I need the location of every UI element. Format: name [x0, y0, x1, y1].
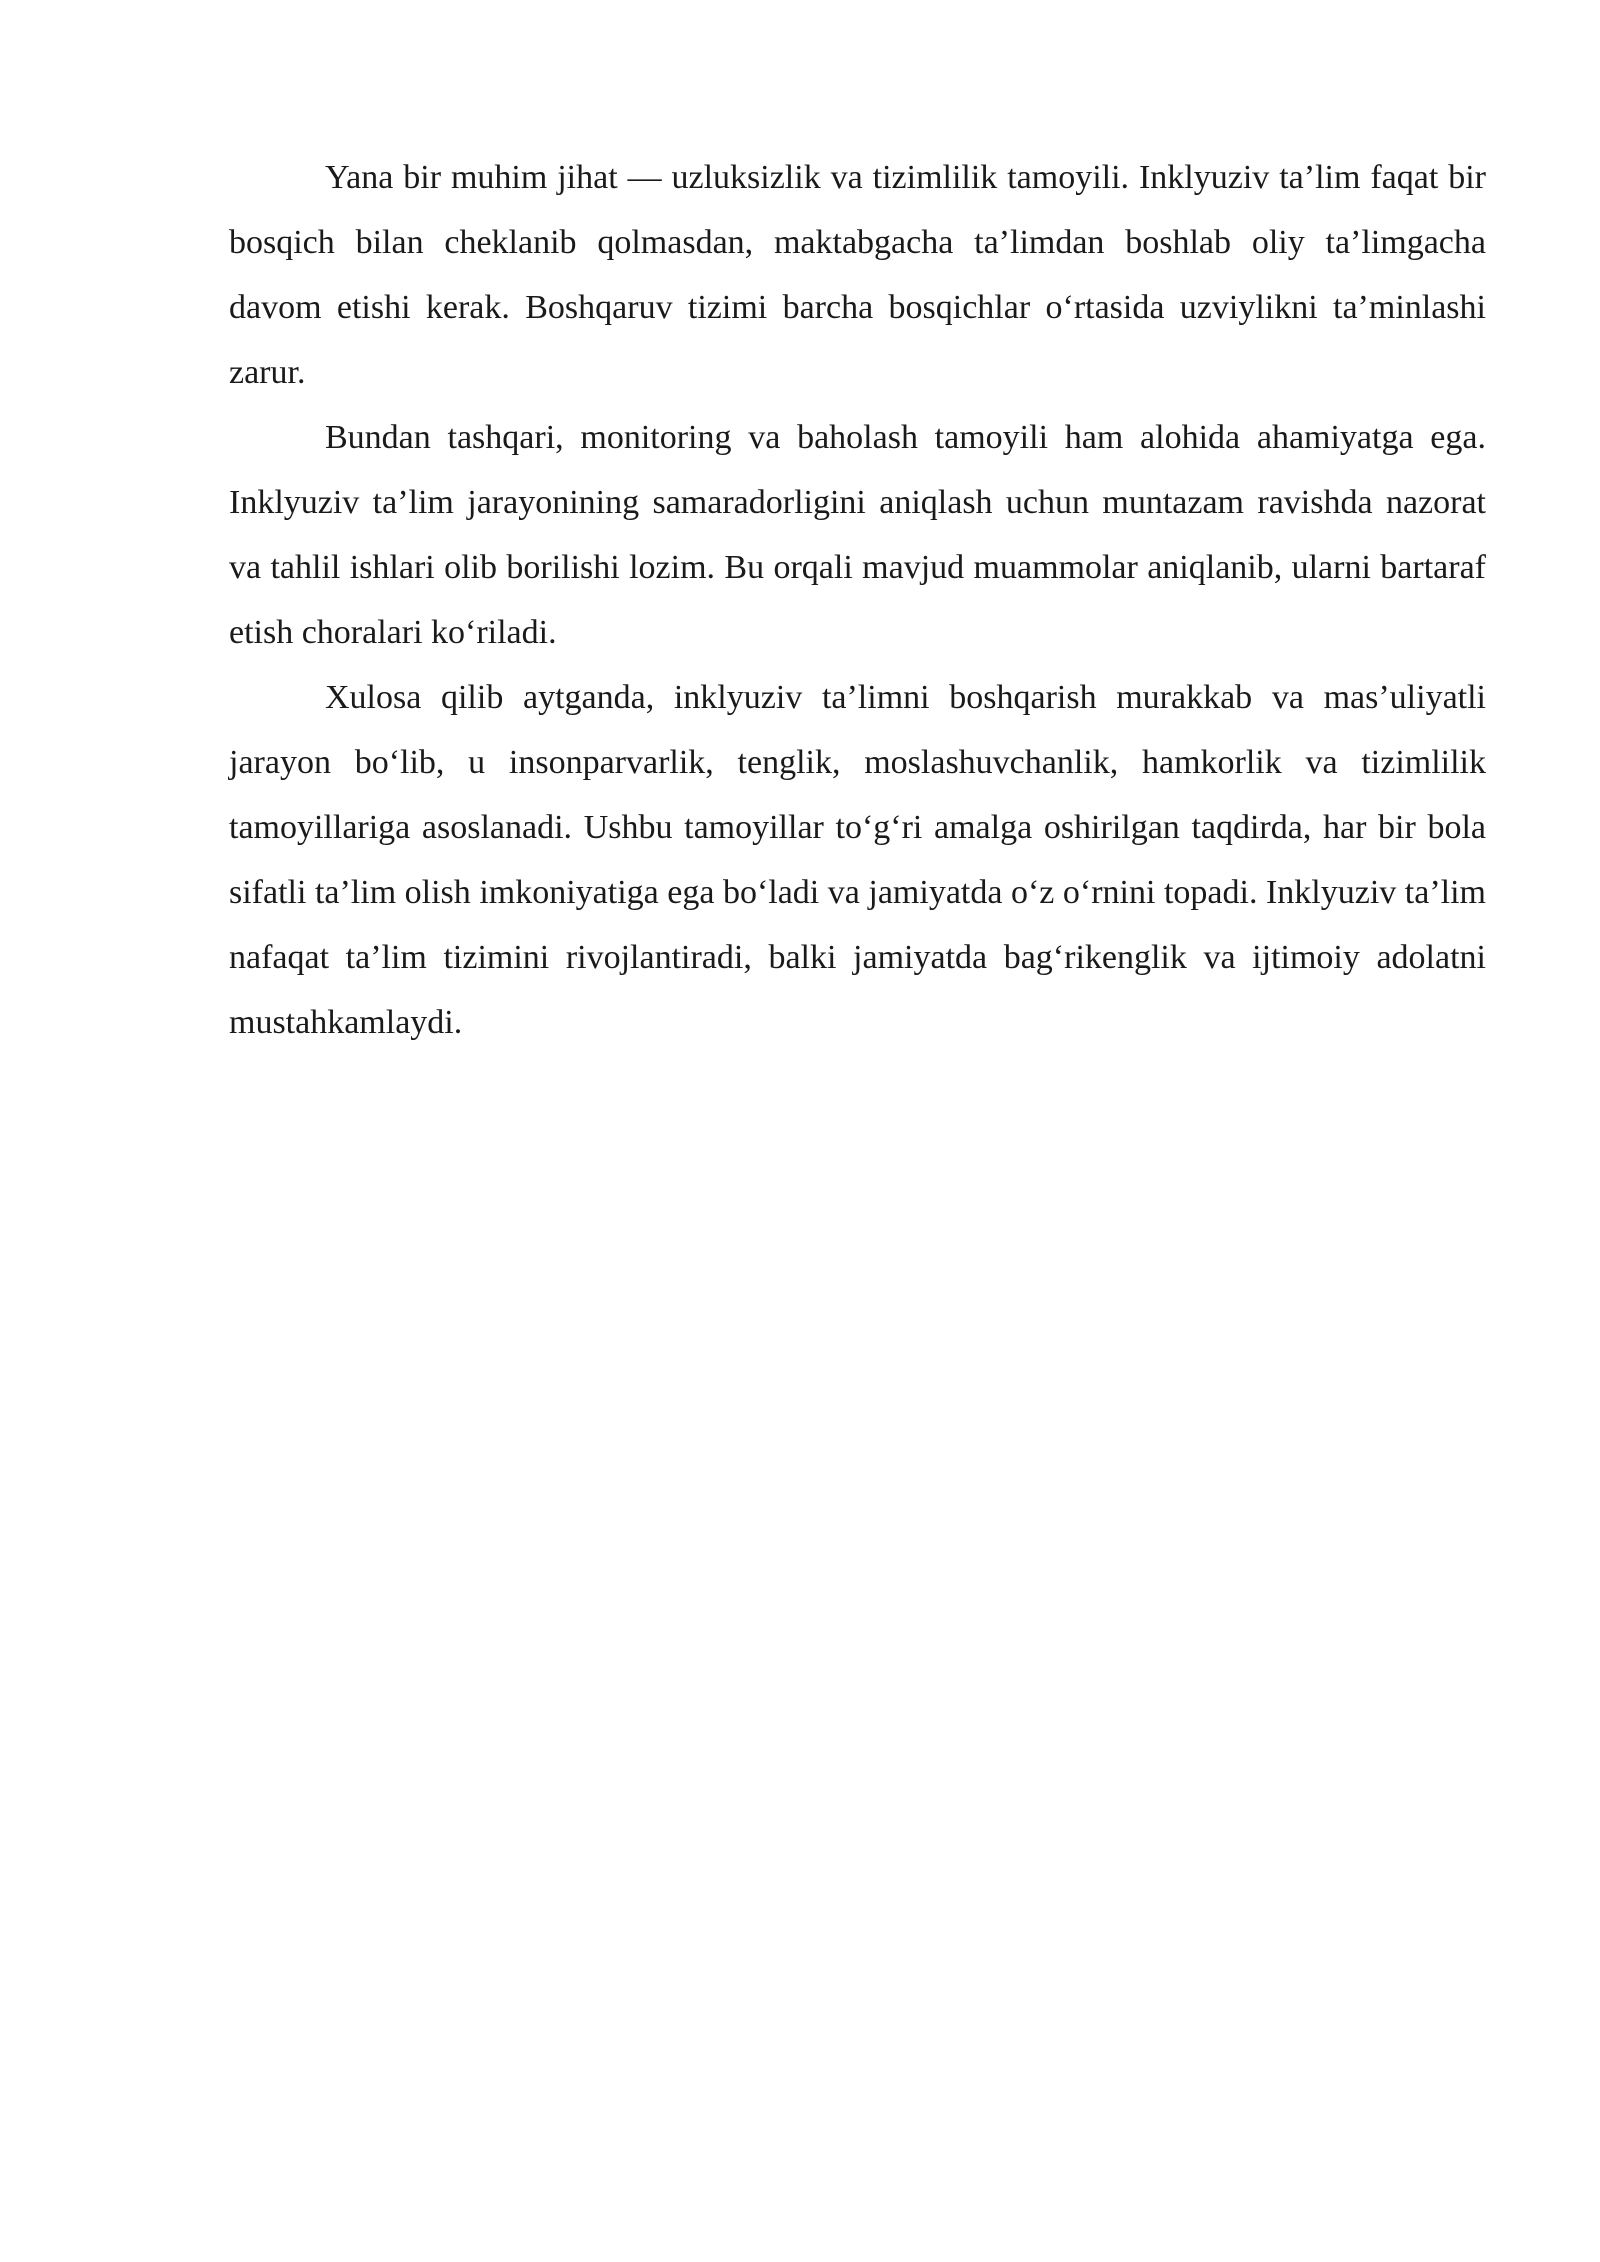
page-body: [229, 145, 1486, 1055]
paragraph-continuity-principle: Yana bir muhim jihat — uzluksizlik va tizimlilik tamoyili. Inklyuziv ta’lim faqat bir bosqich bilan cheklanib qolmasdan, maktabgacha ta’limdan boshlab oliy ta’limgacha davom etishi kerak. Boshqaruv tizimi barcha bosqichlar o‘rtasida uzviylikni ta’minlashi zarur.: [229, 159, 1486, 391]
paragraph-monitoring-principle: Bundan tashqari, monitoring va baholash tamoyili ham alohida ahamiyatga ega. Inklyuziv ta’lim jarayonining samaradorligini aniqlash uchun muntazam ravishda nazorat va tahlil ishlari olib borilishi lozim. Bu orqali mavjud muammolar aniqlanib, ularni bartaraf etish choralari ko‘riladi.: [229, 419, 1486, 651]
paragraph-conclusion: Xulosa qilib aytganda, inklyuziv ta’limni boshqarish murakkab va mas’uliyatli jarayon bo‘lib, u insonparvarlik, tenglik, moslashuvchanlik, hamkorlik va tizimlilik tamoyillariga asoslanadi. Ushbu tamoyillar to‘g‘ri amalga oshirilgan taqdirda, har bir bola sifatli ta’lim olish imkoniyatiga ega bo‘ladi va jamiyatda o‘z o‘rnini topadi. Inklyuziv ta’lim nafaqat ta’lim tizimini rivojlantiradi, balki jamiyatda bag‘rikenglik va ijtimoiy adolatni mustahkamlaydi.: [229, 679, 1486, 1041]
